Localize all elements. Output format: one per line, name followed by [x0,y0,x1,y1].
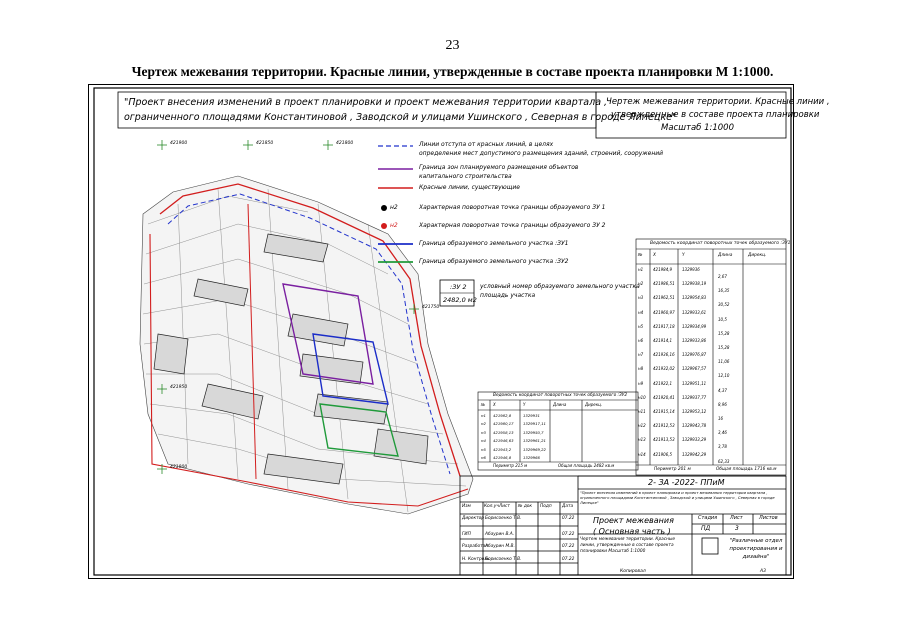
table1-cell: 1329933,86 [682,338,707,343]
stamp-header-cell: Изм [462,504,471,509]
stamp-org: "Различные отдел проектирования и дизайна" [729,538,783,560]
stamp-person-name: Борисоенко Т.В. [485,516,522,521]
table1-cell: 421962,51 [653,295,675,301]
grid-label: 421900 [170,465,188,470]
table1-length-cell: 15,28 [718,330,730,336]
table1-footer-right: Общая площадь 1716 кв.м [716,467,777,472]
table2-cell: 421958,13 [493,429,514,435]
table1-cell: 1329942,29 [682,451,707,457]
project-title-line2: ограниченного площадями Константиновой , Заводской и улицами Ушинского , Северная в городе Липецке" [124,112,677,123]
table1-cell: 1329933,29 [682,437,707,443]
table1-cell: 1329951,11 [682,380,707,386]
grid-label: 421950 [170,385,188,390]
site-plan [140,140,473,514]
table1-cell: н10 [638,394,646,400]
stamp-header-cell: Кол.уч [484,504,499,509]
sheet-title-line2: утвержденные в составе проекта планировки [611,110,820,120]
sheet-title-line1: Чертеж межевания территории. Красные линии , [606,97,830,107]
table1-cell: 421986,51 [653,281,675,287]
stamp-header-cell: Подп [540,504,552,509]
stamp-doc-title2: ( Основная часть ) [593,527,671,536]
table1-cell: н3 [638,295,644,301]
table2-cell: 421980,17 [493,421,514,427]
table1-cell: н9 [638,380,644,386]
stamp-header-cell: Дата [562,504,574,509]
drawing-sheet [88,84,830,579]
table2-header-cell: Y [523,402,526,407]
table2-cell: 1329950,7 [523,429,544,435]
legend-item-zu1-border: Граница образуемого земельного участка :ЗУ1 [419,240,569,247]
table1-cell: 1329933,61 [682,309,707,315]
table2-cell: 1329931 [523,413,540,418]
stamp-header-cell: № док [518,504,533,509]
table1-length-cell: 12,10 [718,373,730,379]
legend-item-setback: Линии отступа от красных линий, в целях [419,141,554,148]
stamp-person-role: Н. Контроль [462,556,490,562]
table2-footer-right: Общая площадь 2482 кв.м [558,463,615,468]
table1-cell: 421932,02 [653,366,675,372]
table1-length-cell: 3,78 [718,444,727,450]
stamp-person-name: Абаурин В.А. [485,531,515,537]
table1-cell: н8 [638,366,644,372]
table2-title: Ведомость координат поворотных точек образуемого :ЗУ2 [493,393,628,398]
table1-length-cell: 11,06 [718,359,730,365]
table1-length-cell: 10,5 [718,316,727,322]
table2-cell: 1329961,21 [523,438,546,444]
table1-length-cell: 30,52 [718,302,730,308]
stamp-header-cell: Лист [499,504,510,509]
table1-cell: 1329938,19 [682,281,707,287]
table1-cell: н11 [638,409,646,414]
table1-cell: н1 [638,267,644,272]
table1-header-cell: Дирекц. [748,253,767,258]
legend-item-point-zu1: Характерная поворотная точка границы образуемого ЗУ 1 [419,204,606,211]
table1-cell: 421920,41 [653,394,675,400]
table1-header-cell: Y [682,253,685,258]
table1-cell: 421913,53 [653,437,675,443]
page-caption: Чертеж межевания территории. Красные линии, утвержденные в составе проекта планировки М 1:1000. [131,64,774,79]
page-number: 23 [445,38,460,53]
table2-cell: н3 [481,429,486,435]
legend-item-point-zu2: Характерная поворотная точка границы образуемого ЗУ 2 [419,222,606,229]
legend-item-setback-2: определения мест допустимого размещения зданий, строений, сооружений [419,150,664,157]
table1-length-cell: 15,28 [718,345,730,350]
table2-cell: 1329969,22 [523,446,546,452]
table1-cell: 421936,16 [653,352,675,358]
table1-cell: 1329936 [682,267,700,272]
stamp-project-desc: "Проект внесения изменений в проект планировки и проект межевания территории квартала , ограниченного площадями Константиновой , Заводской и улицами Ушинского , Северная в городе Липецке" [580,491,775,505]
stamp-person-role: ГИП [462,531,471,537]
table2-header-cell: Дирекц. [585,402,603,407]
stamp-person-role: Разработал [462,544,489,549]
legend-item-zu2-border: Граница образуемого земельного участка :ЗУ2 [419,258,569,265]
stamp-copied: Копировал [620,569,646,574]
table2-header-cell: Длина [553,402,567,407]
stamp-sheet-title: Чертеж межевания территории. Красные линии, утвержденные в составе проекта планировки Масштаб 1:1000 [580,537,676,554]
table1-cell: 1329953,12 [682,409,707,414]
table1-cell: 421960,97 [653,309,675,315]
stamp-col-sheet: Лист [730,515,743,521]
table2-header-cell: № [481,402,486,407]
stamp-col-sheets: Листов [759,515,778,521]
table1-length-cell: 16 [718,416,724,421]
table2-cell: н2 [481,421,486,427]
legend-plot-desc1: условный номер образуемого земельного участка [480,283,640,290]
table1-length-cell: 16,35 [718,288,730,294]
stamp-person-date: 07.22 [562,516,575,521]
table1-cell: 421984,9 [653,267,673,272]
table1-cell: 421912,53 [653,423,675,429]
table2-cell: 421946,8 [493,455,512,460]
table1-header-cell: X [653,253,656,258]
table1-cell: н14 [638,451,646,457]
table2-cell: 421946,63 [493,438,514,444]
legend-point-label-1: н2 [390,204,398,211]
table1-cell: н4 [638,309,644,315]
sheet-title-scale: Масштаб 1:1000 [661,123,735,133]
table1-length-cell: 4,37 [718,387,727,393]
table1-length-cell: 8,96 [718,401,727,407]
table1-cell: 421906,5 [653,451,673,457]
grid-label: 421900 [170,141,188,146]
legend-point-label-2: н2 [390,222,398,229]
legend-plot-area: 2482,0 м2 [443,296,477,304]
table1-cell: 421917,18 [653,323,675,329]
table1-title: Ведомость координат поворотных точек образуемого :ЗУ1 [650,241,791,246]
stamp-person-date: 07.22 [562,556,575,562]
table1-cell: н6 [638,338,644,343]
table1-length-cell: 62,33 [718,458,730,464]
stamp-code: 2- ЗА -2022- ППиМ [648,478,725,487]
table2-header-cell: X [493,402,496,407]
table2-cell: н5 [481,446,486,452]
stamp-doc-title1: Проект межевания [593,516,674,525]
table2-cell: 421982,8 [493,413,512,418]
table2-cell: н1 [481,413,486,418]
table2-cell: 1329917,11 [523,421,546,427]
table2-cell: н6 [481,455,486,460]
table2-cell: н4 [481,438,486,444]
table1-cell: 421914,1 [653,338,673,343]
legend-plot-desc2: площадь участка [480,292,536,299]
stamp-person-date: 07.22 [562,531,575,537]
table1-cell: н5 [638,323,644,329]
stamp-person-name: Абаурин М.В. [485,544,515,549]
legend-plot-id: :ЗУ 2 [450,283,467,291]
table1-length-cell: 2,67 [718,274,727,279]
stamp-col-stage: Стадия [698,515,718,521]
grid-label: 421850 [256,141,274,146]
table1-cell: н2 [638,281,644,287]
table1-cell: н12 [638,423,646,429]
table2-footer-left: Периметр 215 м [493,463,528,468]
legend-item-zones-2: капитального строительства [419,173,512,180]
stamp-person-role: Директор [462,516,484,521]
table2-cell: 421943,2 [493,446,512,452]
stamp-format: А3 [760,569,766,574]
stamp-person-name: Борисоенко Т.В. [485,556,522,562]
table1-cell: 421915,14 [653,409,675,414]
table1-cell: н13 [638,437,646,443]
legend-item-red-lines: Красные линии, существующие [419,184,520,191]
project-title-line1: "Проект внесения изменений в проект планировки и проект межевания территории квартала , [124,97,608,108]
table2-cell: 1329966 [523,455,540,460]
table1-header-cell: № [638,253,643,258]
table1-cell: 421922,1 [653,380,673,386]
table1-cell: 1329937,77 [682,394,707,400]
table1-cell: н7 [638,352,644,358]
grid-label: 421750 [422,305,440,310]
table1-cell: 1329954,83 [682,295,707,301]
table1-header-cell: Длина [718,253,733,258]
stamp-stage: ПД [701,525,711,532]
legend-item-zones: Граница зон планируемого размещения объектов [419,164,579,171]
stamp-person-date: 07.22 [562,544,575,549]
table1-cell: 1329967,57 [682,366,707,372]
table1-cell: 1329943,78 [682,423,707,429]
table1-length-cell: 3,46 [718,430,727,436]
stamp-sheet: 3 [735,525,739,532]
table1-cell: 1329934,99 [682,323,707,329]
table1-footer-left: Периметр 201 м [654,467,691,472]
table1-cell: 1329976,87 [682,352,707,358]
grid-label: 421800 [336,141,354,146]
